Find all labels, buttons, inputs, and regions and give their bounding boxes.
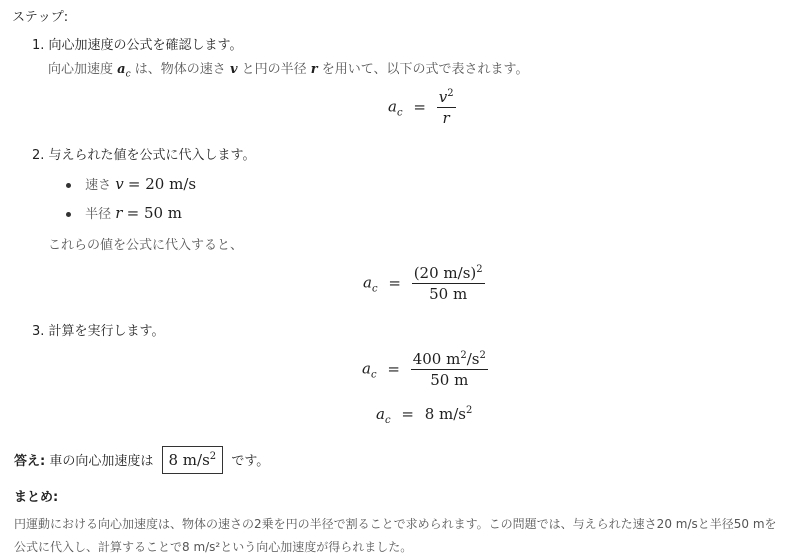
formula2-exp: 2	[476, 264, 483, 275]
answer-pre: 車の向心加速度は	[49, 454, 154, 469]
answer-value: 8 m/s	[168, 451, 210, 469]
formula-fraction	[437, 88, 456, 127]
formula4-lhs-c: c	[384, 415, 391, 426]
formula-lhs-c: c	[396, 107, 403, 119]
step-2-label: 与えられた値を公式に代入します。	[48, 148, 256, 163]
var-a: a	[117, 62, 126, 77]
bullet-speed-value: = 20 m/s	[127, 175, 197, 193]
step-1-description	[48, 58, 529, 80]
formula4-exp: 2	[466, 405, 473, 416]
steps-heading: ステップ:	[12, 10, 69, 25]
formula4-equals: =	[401, 405, 414, 423]
formula3-fraction	[411, 350, 488, 389]
step-1-title	[32, 34, 243, 53]
step-2-number: 2.	[32, 148, 45, 163]
step-1-label: 向心加速度の公式を確認します。	[48, 38, 243, 53]
numerator-v: v	[438, 88, 448, 106]
answer-line	[14, 446, 269, 474]
answer-post: です。	[231, 454, 270, 469]
desc-post: を用いて、以下の式で表されます。	[321, 62, 529, 77]
formula4-rhs: 8 m/s	[424, 405, 466, 423]
formula-lhs-a: a	[388, 97, 397, 116]
formula3-num-pre: 400 m	[412, 350, 461, 368]
formula2-equals: =	[388, 273, 401, 292]
formula2-lhs-a: a	[363, 273, 372, 292]
formula-equals: =	[413, 97, 426, 116]
step-2-note: これらの値を公式に代入すると、	[48, 238, 244, 253]
desc-pre: 向心加速度	[48, 62, 114, 77]
formula3-num-exp1: 2	[460, 350, 467, 361]
summary-title: まとめ:	[14, 490, 59, 505]
denominator-r: r	[442, 109, 450, 127]
formula2-lhs-c: c	[371, 283, 378, 295]
var-c-sub: c	[125, 69, 131, 80]
step-2-title	[32, 144, 256, 163]
formula2-numerator: (20 m/s)	[413, 264, 477, 282]
desc-mid-1: は、物体の速さ	[134, 62, 226, 77]
formula3-denominator: 50 m	[430, 371, 469, 389]
answer-box	[162, 446, 224, 474]
formula2-denominator: 50 m	[429, 285, 468, 303]
step-3-title	[32, 320, 165, 339]
bullet-speed-var: v	[115, 175, 124, 193]
bullet-radius-var: r	[115, 204, 123, 222]
var-v: v	[229, 62, 238, 77]
formula4-lhs-a: a	[376, 405, 385, 423]
step-3-number: 3.	[32, 324, 45, 339]
bullet-radius-label: 半径	[85, 207, 112, 222]
desc-mid-2: と円の半径	[241, 62, 307, 77]
answer-exp: 2	[209, 451, 217, 462]
formula-computed	[362, 350, 488, 389]
bullet-dot	[66, 183, 71, 188]
var-r: r	[310, 62, 318, 77]
answer-label: 答え:	[14, 454, 46, 469]
summary-line-1: 円運動における向心加速度は、物体の速さの2乗を円の半径で割ることで求められます。この問題では、与えられた速さ20 m/sと半径50 mを	[14, 517, 777, 531]
formula3-num-mid: /s	[466, 350, 480, 368]
bullet-radius-value: = 50 m	[126, 204, 183, 222]
formula3-num-exp2: 2	[479, 350, 486, 361]
formula-substituted	[363, 264, 485, 303]
numerator-exp: 2	[447, 88, 454, 99]
formula3-lhs-c: c	[370, 369, 377, 381]
bullet-dot	[66, 212, 71, 217]
step-1-number: 1.	[32, 38, 45, 53]
bullet-speed	[66, 174, 196, 193]
bullet-speed-label: 速さ	[85, 178, 112, 193]
formula-result	[376, 405, 472, 426]
formula3-lhs-a: a	[362, 359, 371, 378]
formula2-fraction	[412, 264, 485, 303]
step-3-label: 計算を実行します。	[48, 324, 165, 339]
formula3-equals: =	[387, 359, 400, 378]
bullet-radius	[66, 203, 182, 222]
formula-centripetal	[388, 88, 456, 127]
summary-line-2: 公式に代入し、計算することで8 m/s²という向心加速度が得られました。	[14, 540, 413, 554]
